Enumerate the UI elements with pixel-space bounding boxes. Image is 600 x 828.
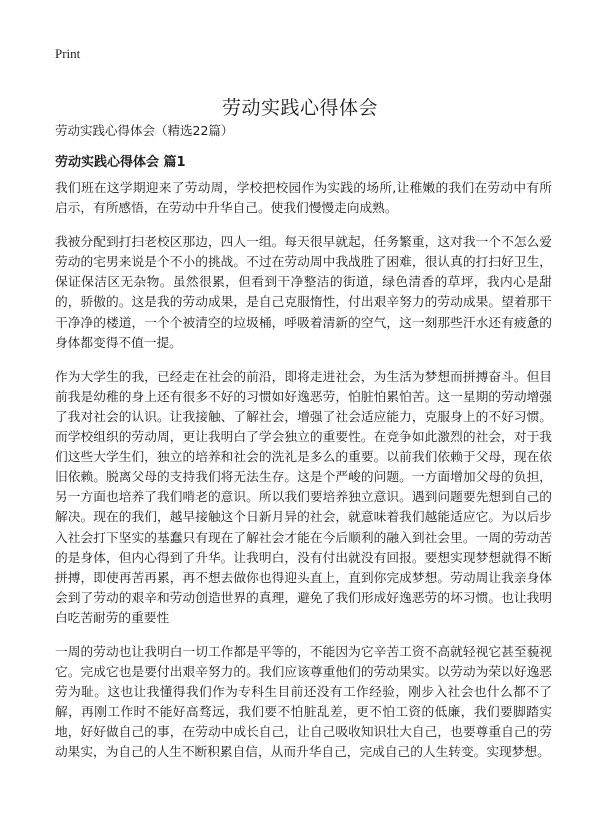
paragraph: 作为大学生的我，已经走在社会的前沿，即将走进社会，为生活为梦想而拼搏奋斗。但目前我是幼稚的身上还有很多不好的习惯如好逸恶劳，怕脏怕累怕苦。这一星期的劳动增强了我对社会的认识。让我接触、了解社会，增强了社会适应能力，克服身上的不好习惯。而学校组织的劳动周，更让我明白了学会独立的重要性。在竞争如此激烈的社会，对于我们这些大学生们，独立的培养和社会的洗礼是多么的重要。以前我们依赖于父母，现在依旧依赖。脱离父母的支持我们将无法生存。这是个严峻的问题。一方面增加父母的负担，另一方面也培养了我们啃老的意识。所以我们要培养独立意识。遇到问题要先想到自己的解决。现在的我们，越早接触这个日新月异的社会，就意味着我们越能适应它。为以后步入社会打下坚实的基蠢只有现在了解社会才能在今后顺利的融入到社会里。一周的劳动苦的是身体，但内心得到了升华。让我明白，没有付出就没有回报。要想实现梦想就得不断拼搏，即使再苦再累，再不想去做你也得迎头直上，直到你完成梦想。劳动周让我亲身体会到了劳动的艰辛和劳动创造世界的真理，避免了我们形成好逸恶劳的坏习惯。也让我明白吃苦耐劳的重要性 bbox=[55, 368, 552, 625]
article-body bbox=[55, 178, 552, 777]
paragraph: 我被分配到打扫老校区那边，四人一组。每天很早就起，任务繁重，这对我一个不怎么爱劳动的宅男来说是个不小的挑战。不过在劳动周中我战胜了困难，很认真的打扫好卫生，保证保洁区无杂物。虽然很累，但看到干净整洁的街道，绿色清香的草坪，我内心是甜的，骄傲的。这是我的劳动成果，是自己克服惰性，付出艰辛努力的劳动成果。望着那干干净净的楼道，一个个被清空的垃圾桶，呼吸着清新的空气，这一刻那些汗水还有疲惫的身体都变得不值一提。 bbox=[55, 234, 552, 350]
section-heading: 劳动实践心得体会 篇1 bbox=[55, 155, 186, 170]
print-link[interactable]: Print bbox=[55, 46, 81, 61]
document-subtitle: 劳动实践心得体会（精选22篇） bbox=[55, 123, 234, 138]
paragraph: 我们班在这学期迎来了劳动周，学校把校园作为实践的场所,让稚嫩的我们在劳动中有所启示，有所感悟，在劳动中升华自己。使我们慢慢走向成熟。 bbox=[55, 180, 552, 216]
paragraph: 一周的劳动也让我明白一切工作都是平等的，不能因为它辛苦工资不高就轻视它甚至藐视它。完成它也是要付出艰辛努力的。我们应该尊重他们的劳动果实。以劳动为荣以好逸恶劳为耻。这也让我懂得我们作为专科生目前还没有工作经验，刚步入社会也什么都不了解，再刚工作时不能好高骛远，我们要不怕脏乱差，更不怕工资的低廉，我们要脚踏实地，好好做自己的事，在劳动中成长自己，让自己吸收知识壮大自己，也要尊重自己的劳动果实，为自己的人生不断积累自信，从而升华自己，完成自己的人生转变。实现梦想。 bbox=[55, 643, 552, 760]
page-title: 劳动实践心得体会 bbox=[221, 96, 378, 119]
